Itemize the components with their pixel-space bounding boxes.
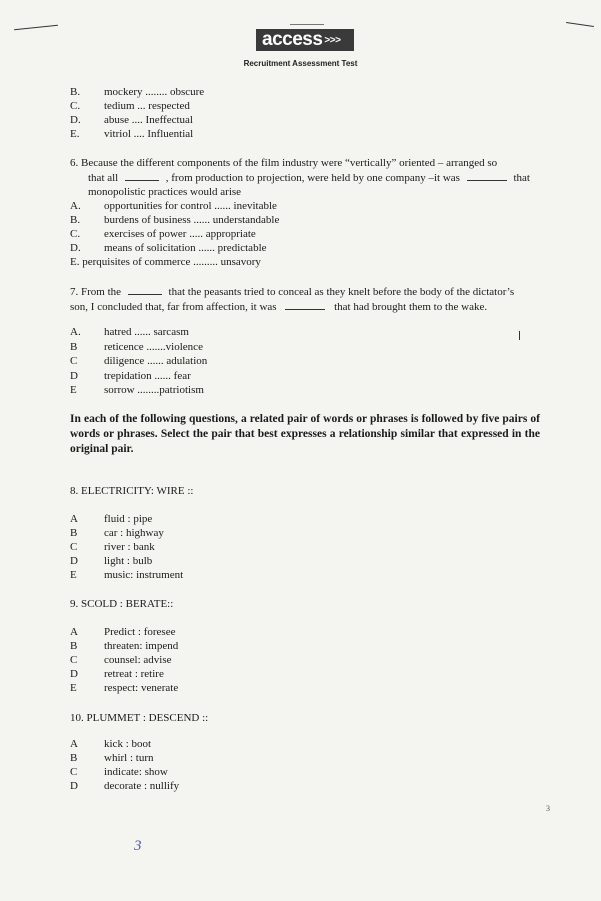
logo-text: access	[262, 29, 323, 50]
q6-line-2a: that all	[88, 172, 119, 184]
option-letter: C	[70, 355, 78, 367]
access-logo	[256, 29, 354, 51]
option-letter: B.	[70, 214, 81, 226]
option-letter: A	[70, 738, 78, 750]
option-letter: C.	[70, 228, 81, 240]
answer-blank	[285, 299, 325, 310]
option-letter: D.	[70, 242, 81, 254]
option-letter: E	[70, 682, 77, 694]
answer-blank	[467, 170, 507, 181]
q6-line-2	[70, 170, 538, 185]
option-letter: C	[70, 766, 78, 778]
option-text: river : bank	[104, 541, 155, 553]
q7-line-2	[70, 299, 538, 314]
q6-line-2c: that	[513, 172, 530, 184]
option-letter: A.	[70, 326, 81, 338]
logo-rule	[290, 24, 324, 25]
option-text: whirl : turn	[104, 752, 154, 764]
option-text: car : highway	[104, 527, 164, 539]
q7-line-1b: that the peasants tried to conceal as they knelt before the body of the dictator’s	[168, 286, 515, 298]
test-subtitle: Recruitment Assessment Test	[243, 59, 358, 68]
option-text: burdens of business ...... understandable	[104, 214, 280, 226]
option-text: sorrow ........patriotism	[104, 384, 204, 396]
option-text: retreat : retire	[104, 668, 164, 680]
option-letter: E.	[70, 128, 80, 140]
option-letter: E	[70, 384, 77, 396]
page-number: 3	[546, 804, 550, 813]
option-letter: D	[70, 780, 78, 792]
option-text: threaten: impend	[104, 640, 179, 652]
question-7-stem	[70, 284, 538, 314]
option-text: means of solicitation ...... predictable	[104, 242, 267, 254]
option-letter: C	[70, 541, 78, 553]
option-letter: E	[70, 569, 77, 581]
answer-blank	[125, 170, 159, 181]
question-10-title: 10. PLUMMET : DESCEND ::	[70, 712, 209, 724]
handwritten-mark: 3	[134, 838, 142, 854]
option-text: Predict : foresee	[104, 626, 176, 638]
option-letter: D.	[70, 114, 81, 126]
option-text: diligence ...... adulation	[104, 355, 208, 367]
option-text: music: instrument	[104, 569, 184, 581]
option-letter: D	[70, 668, 78, 680]
q6-line-1: 6. Because the different components of the film industry were “vertically” oriented – arranged so	[70, 157, 498, 169]
question-9-title: 9. SCOLD : BERATE::	[70, 598, 174, 610]
q6-line-2b: , from production to projection, were held by one company –it was	[165, 172, 460, 184]
option-text: opportunities for control ...... inevitable	[104, 200, 277, 212]
option-text: abuse .... Ineffectual	[104, 114, 193, 126]
q6-line-3: monopolistic practices would arise	[88, 186, 242, 198]
option-text: decorate : nullify	[104, 780, 180, 792]
option-text: respect: venerate	[104, 682, 179, 694]
logo-arrows: >>>	[324, 34, 341, 46]
option-letter: A	[70, 513, 78, 525]
option-text: hatred ...... sarcasm	[104, 326, 189, 338]
option-letter: B.	[70, 86, 81, 98]
q7-line-1	[70, 284, 538, 299]
option-letter: D	[70, 555, 78, 567]
option-letter: A.	[70, 200, 81, 212]
option-letter: A	[70, 626, 78, 638]
option-text: counsel: advise	[104, 654, 172, 666]
option-letter: D	[70, 370, 78, 382]
option-text: mockery ........ obscure	[104, 86, 205, 98]
question-8-title: 8. ELECTRICITY: WIRE ::	[70, 485, 194, 497]
option-text: fluid : pipe	[104, 513, 153, 525]
question-6-stem	[70, 156, 538, 199]
option-text: indicate: show	[104, 766, 168, 778]
scan-mark-left	[14, 25, 58, 31]
stray-pen-mark	[519, 331, 520, 340]
option-letter: C	[70, 654, 78, 666]
option-letter: B	[70, 341, 78, 353]
option-text: kick : boot	[104, 738, 152, 750]
option-letter: B	[70, 640, 78, 652]
option-text: reticence .......violence	[104, 341, 203, 353]
option-text: exercises of power ..... appropriate	[104, 228, 256, 240]
q7-line-1a: 7. From the	[70, 286, 122, 298]
option-letter: C.	[70, 100, 81, 112]
option-letter: B	[70, 527, 78, 539]
option-text: vitriol .... Influential	[104, 128, 194, 140]
q6-option-e	[70, 256, 261, 269]
scan-mark-right	[566, 22, 594, 27]
option-text: tedium ... respected	[104, 100, 190, 112]
option-text: trepidation ...... fear	[104, 370, 191, 382]
option-letter: B	[70, 752, 78, 764]
option-text: light : bulb	[104, 555, 153, 567]
q7-line-2a: son, I concluded that, far from affection, it was	[70, 301, 277, 313]
option-text: E. perquisites of commerce ......... unsavory	[70, 256, 261, 268]
q7-line-2b: that had brought them to the wake.	[334, 301, 488, 313]
analogy-instructions: In each of the following questions, a related pair of words or phrases is followed by five pairs of words or phrases. Select the pair that best expresses a relationship similar that expressed in the original pair.	[70, 413, 540, 455]
answer-blank	[128, 284, 162, 295]
